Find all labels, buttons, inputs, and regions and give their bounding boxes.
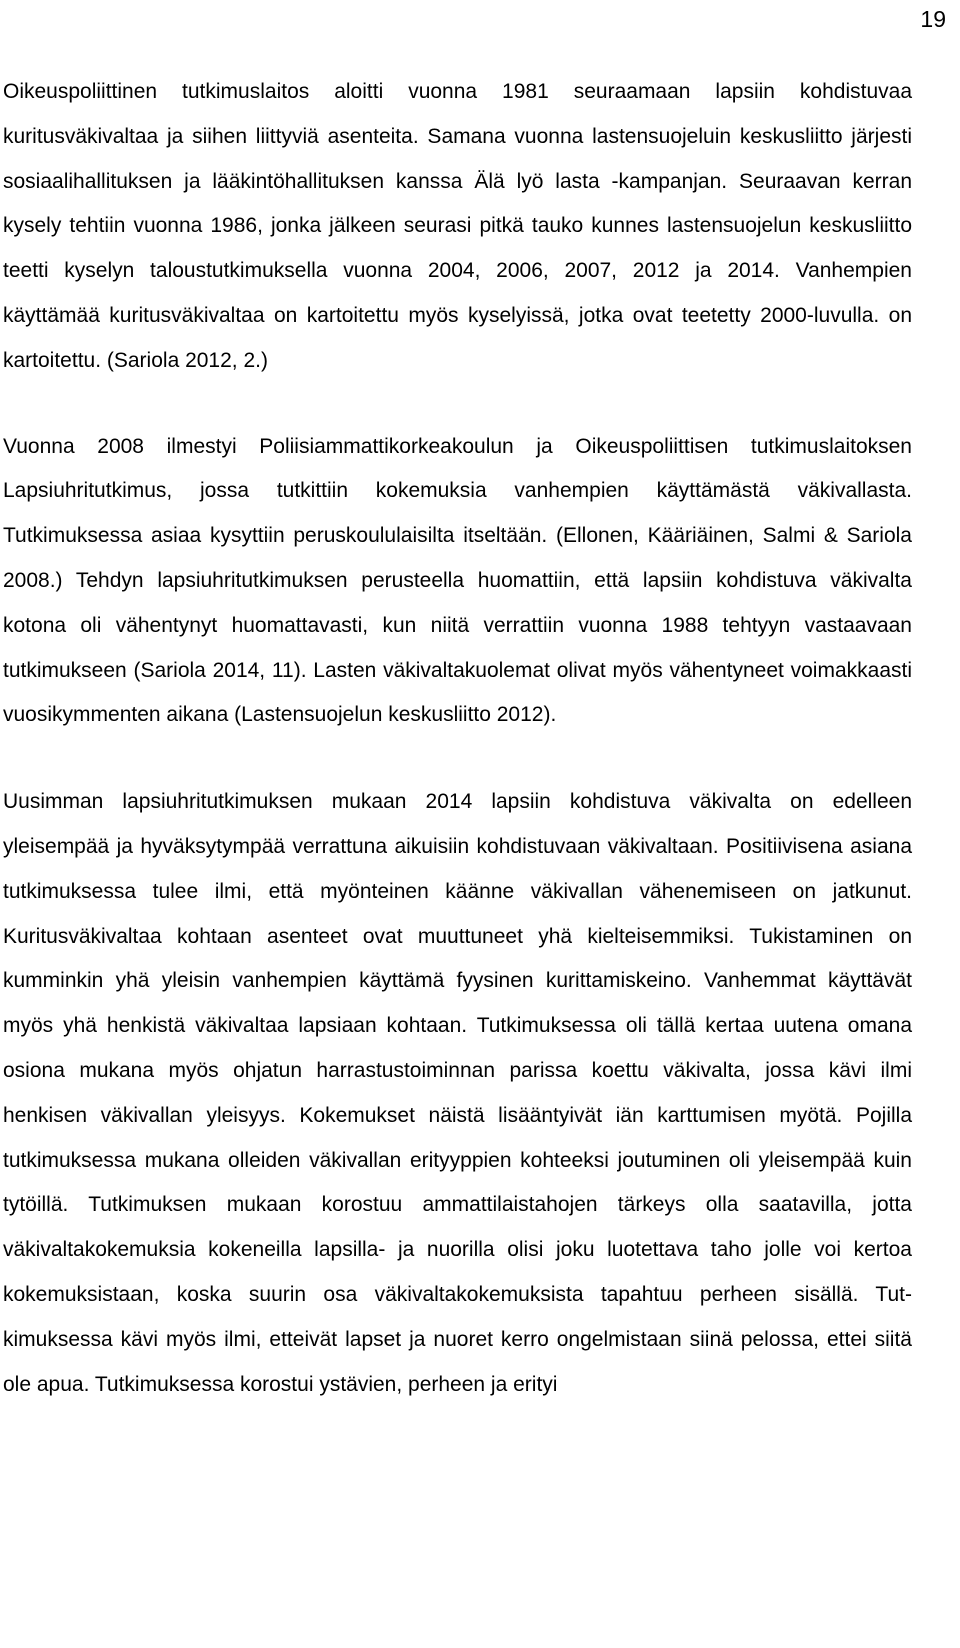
paragraph-3: Uusimman lapsiuhritutkimuksen mukaan 2014 lapsiin kohdistuva väkivalta on edelleen yleisempää ja hyväksytympää verrattuna aikuisiin kohdistuvaan väkivaltaan. Positiivisena asiana tutkimuksessa tulee ilmi, että myönteinen käänne väkivallan vähenemiseen on jatkunut. Kuritusväkivaltaa kohtaan asenteet ovat muuttuneet yhä kielteisemmiksi. Tukistaminen on kumminkin yhä yleisin vanhempien käyttämä fyysinen kurittamiskeino. Vanhemmat käyttävät myös yhä henkistä väkivaltaa lapsiaan kohtaan. Tutkimuksessa oli tällä kertaa uutena omana osiona mukana myös ohjatun harrastustoiminnan parissa koettu väkivalta, jossa kävi ilmi henkisen väkivallan yleisyys. Kokemukset näistä lisääntyivät iän karttumisen myötä. Pojilla tutkimuksessa mukana olleiden väkivallan erityyppien kohteeksi joutuminen oli yleisempää kuin tytöillä. Tutkimuksen mukaan korostuu ammattilaistahojen tärkeys olla saatavilla, jotta väkivaltakokemuksia kokeneilla lapsilla- ja nuorilla olisi joku luotettava taho jolle voi kertoa kokemuksistaan, koska suurin osa väkivaltakokemuksista tapahtuu perheen sisällä. Tutkimuksessa kävi myös ilmi, etteivät lapset ja nuoret kerro ongelmistaan siinä pelossa, ettei siitä ole apua. Tutkimuksessa korostui ystävien, perheen ja erityi [3, 790, 912, 1396]
page-number: 19 [920, 6, 946, 32]
document-body [3, 70, 912, 1407]
paragraph-1: Oikeuspoliittinen tutkimuslaitos aloitti vuonna 1981 seuraamaan lapsiin kohdistuvaa kuritusväkivaltaa ja siihen liittyviä asenteita. Samana vuonna lastensuojeluin keskusliitto järjesti sosiaalihallituksen ja lääkintöhallituksen kanssa Älä lyö lasta -kampanjan. Seuraavan kerran kysely tehtiin vuonna 1986, jonka jälkeen seurasi pitkä tauko kunnes lastensuojelun keskusliitto teetti kyselyn taloustutkimuksella vuonna 2004, 2006, 2007, 2012 ja 2014. Vanhempien käyttämää kuritusväkivaltaa on kartoitettu myös kyselyissä, jotka ovat teetetty 2000-luvulla. on kartoitettu. (Sariola 2012, 2.) [3, 80, 912, 372]
paragraph-2: Vuonna 2008 ilmestyi Poliisiammattikorkeakoulun ja Oikeuspoliittisen tutkimuslaitoksen Lapsiuhritutkimus, jossa tutkittiin kokemuksia vanhempien käyttämästä väkivallasta. Tutkimuksessa asiaa kysyttiin peruskoululaisilta itseltään. (Ellonen, Kääriäinen, Salmi & Sariola 2008.) Tehdyn lapsiuhritutkimuksen perusteella huomattiin, että lapsiin kohdistuva väkivalta kotona oli vähentynyt huomattavasti, kun niitä verrattiin vuonna 1988 tehtyyn vastaavaan tutkimukseen (Sariola 2014, 11). Lasten väkivaltakuolemat olivat myös vähentyneet voimakkaasti vuosikymmenten aikana (Lastensuojelun keskusliitto 2012). [3, 434, 912, 727]
